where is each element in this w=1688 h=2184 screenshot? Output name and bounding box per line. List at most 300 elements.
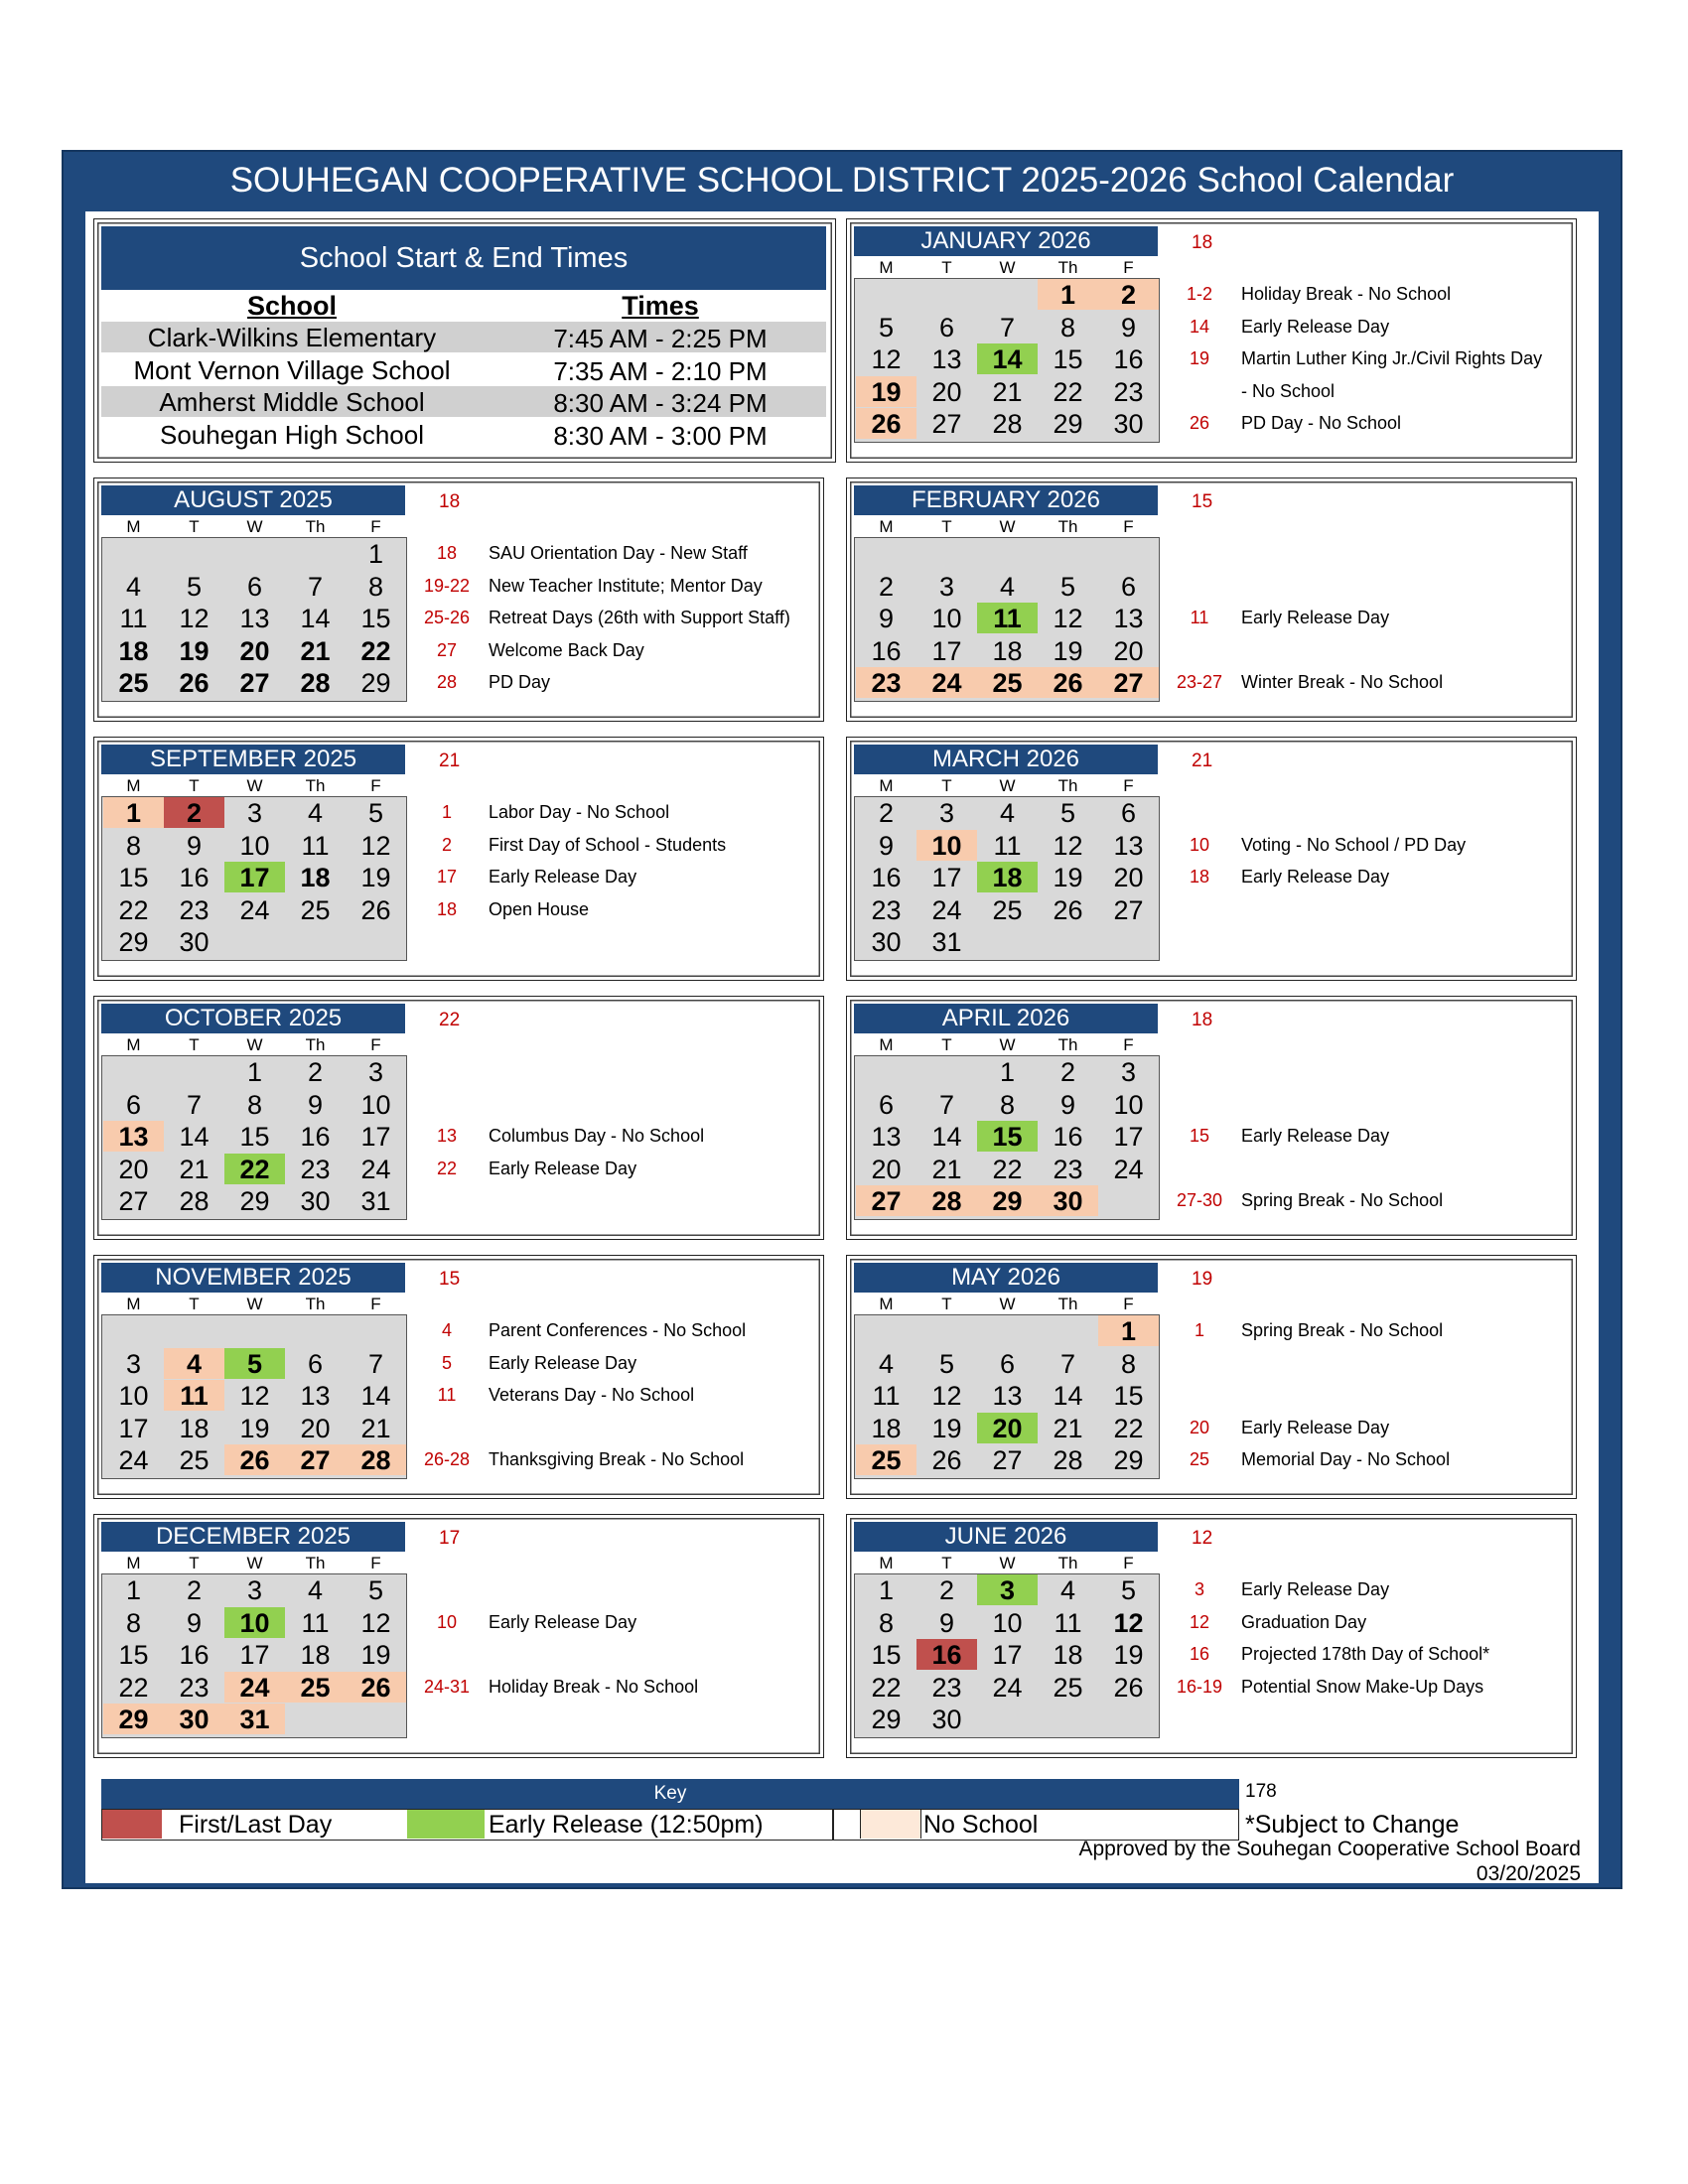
event-date: 12 [1189, 1611, 1210, 1632]
calendar-day: 6 [307, 1348, 324, 1379]
calendar-day: 29 [239, 1186, 270, 1216]
calendar-day: 22 [1113, 1413, 1144, 1443]
calendar-day: 4 [999, 571, 1016, 602]
calendar-day: 10 [916, 830, 977, 861]
calendar-day: 26 [1038, 667, 1098, 698]
calendar-day: 19 [360, 863, 391, 892]
calendar-day: 10 [931, 604, 962, 633]
calendar-day: 26 [179, 668, 210, 698]
event-date: 5 [441, 1352, 452, 1373]
calendar-day: 18 [871, 1413, 902, 1443]
calendar-day: 24 [360, 1154, 391, 1184]
month-title: AUGUST 2025 [101, 485, 405, 515]
key-swatch-early [407, 1810, 485, 1839]
calendar-day: 24 [931, 894, 962, 925]
calendar-day: 14 [931, 1122, 962, 1152]
calendar-day: 23 [931, 1672, 962, 1703]
month-title: MARCH 2026 [854, 745, 1158, 774]
calendar-day: 29 [977, 1185, 1038, 1216]
calendar-day: 23 [179, 894, 210, 925]
calendar-day: 1 [1098, 1315, 1159, 1346]
event-date: 16 [1189, 1644, 1210, 1664]
event-description: Potential Snow Make-Up Days [1241, 1676, 1484, 1697]
calendar-day: 26 [1053, 894, 1083, 925]
day-header: M [126, 517, 141, 536]
event-date: 22 [436, 1158, 458, 1178]
calendar-day: 19 [856, 376, 916, 407]
day-header: F [1123, 517, 1134, 536]
calendar-day: 26 [346, 1672, 406, 1703]
event-description: SAU Orientation Day - New Staff [489, 543, 748, 563]
day-header: W [246, 1554, 263, 1572]
calendar-day: 5 [1059, 798, 1076, 828]
event-date: 14 [1189, 316, 1210, 337]
calendar-day: 24 [239, 894, 270, 925]
event-description: Early Release Day [1241, 1126, 1390, 1146]
calendar-day: 6 [125, 1089, 142, 1120]
calendar-day: 1 [246, 1057, 263, 1087]
calendar-day: 19 [360, 1640, 391, 1670]
calendar-day: 13 [871, 1122, 902, 1152]
calendar-day: 28 [1053, 1445, 1083, 1475]
calendar-day: 23 [1053, 1154, 1083, 1184]
calendar-day: 7 [307, 571, 324, 602]
event-description: Early Release Day [1241, 1579, 1390, 1599]
calendar-day: 9 [307, 1089, 324, 1120]
event-description: First Day of School - Students [489, 834, 727, 855]
calendar-day: 2 [1059, 1057, 1076, 1087]
calendar-day: 30 [1038, 1185, 1098, 1216]
day-header: T [189, 517, 200, 536]
event-description: Early Release Day [1241, 1417, 1390, 1437]
school-days-count: 17 [439, 1528, 461, 1549]
calendar-day: 9 [938, 1607, 955, 1638]
day-header: Th [305, 1554, 326, 1572]
day-header: F [1123, 258, 1134, 277]
event-date: 26-28 [423, 1449, 471, 1469]
calendar-day: 26 [931, 1445, 962, 1475]
calendar-day: 22 [224, 1154, 285, 1184]
calendar-day: 6 [1120, 798, 1137, 828]
calendar-day: 20 [239, 635, 270, 666]
calendar-day: 21 [1053, 1413, 1083, 1443]
event-date: 25-26 [423, 608, 471, 627]
month-title: JUNE 2026 [854, 1522, 1158, 1552]
calendar-day: 4 [999, 798, 1016, 828]
calendar-day: 27 [931, 409, 962, 439]
col-header-school: School [246, 291, 337, 321]
calendar-day: 26 [856, 408, 916, 439]
day-header: T [189, 776, 200, 795]
calendar-day: 17 [224, 862, 285, 892]
event-description: Parent Conferences - No School [489, 1320, 747, 1340]
calendar-day: 14 [300, 604, 331, 633]
calendar-day: 11 [977, 603, 1038, 633]
calendar-day: 5 [224, 1348, 285, 1379]
key-label-no-school: No School [923, 1811, 1039, 1839]
month-title: FEBRUARY 2026 [854, 485, 1158, 515]
calendar-day: 19 [931, 1413, 962, 1443]
calendar-day: 26 [1113, 1672, 1144, 1703]
calendar-day: 2 [938, 1575, 955, 1605]
calendar-day: 29 [118, 927, 149, 957]
day-header: Th [1057, 517, 1078, 536]
calendar-day: 11 [872, 1381, 901, 1411]
calendar-day: 9 [186, 830, 203, 861]
calendar-day: 22 [118, 894, 149, 925]
calendar-day: 30 [931, 1705, 962, 1734]
day-header: W [999, 1295, 1016, 1313]
calendar-day: 15 [871, 1640, 902, 1670]
calendar-day: 1 [1038, 279, 1098, 310]
event-description: Voting - No School / PD Day [1241, 834, 1467, 855]
calendar-day: 8 [367, 571, 384, 602]
calendar-day: 25 [856, 1444, 916, 1475]
calendar-day: 13 [103, 1121, 164, 1152]
day-header: T [941, 1554, 952, 1572]
event-date: 16-19 [1176, 1676, 1223, 1697]
calendar-day: 4 [164, 1348, 224, 1379]
calendar-day: 23 [871, 894, 902, 925]
calendar-day: 1 [367, 539, 384, 569]
calendar-day: 22 [360, 635, 391, 666]
event-date: 24-31 [423, 1676, 471, 1697]
key-swatch-no-school [860, 1810, 921, 1839]
calendar-day: 29 [103, 1704, 164, 1734]
day-header: F [1123, 776, 1134, 795]
calendar-day: 7 [367, 1348, 384, 1379]
calendar-day: 14 [179, 1122, 210, 1152]
calendar-day: 9 [186, 1607, 203, 1638]
calendar-day: 5 [1059, 571, 1076, 602]
school-times: 7:45 AM - 2:25 PM [553, 324, 768, 353]
event-date: 19 [1189, 348, 1210, 368]
calendar-day: 22 [1053, 376, 1083, 407]
event-description: Early Release Day [1241, 867, 1390, 887]
calendar-day: 2 [186, 1575, 203, 1605]
calendar-day: 20 [1113, 863, 1144, 892]
event-date: 11 [1190, 608, 1209, 627]
school-days-count: 15 [1192, 491, 1213, 512]
day-header: W [999, 1035, 1016, 1054]
calendar-day: 9 [878, 604, 895, 633]
calendar-day: 12 [360, 830, 391, 861]
calendar-day: 21 [360, 1413, 391, 1443]
calendar-day: 8 [125, 1607, 142, 1638]
calendar-day: 26 [224, 1444, 285, 1475]
approval-date: 03/20/2025 [1476, 1862, 1581, 1885]
calendar-day: 7 [999, 312, 1016, 342]
calendar-day: 8 [125, 830, 142, 861]
month-title: APRIL 2026 [854, 1004, 1158, 1033]
day-header: W [246, 776, 263, 795]
event-description: Early Release Day [489, 867, 637, 887]
calendar-day: 12 [239, 1381, 270, 1411]
calendar-day: 21 [179, 1154, 210, 1184]
approved-by: Approved by the Souhegan Cooperative School Board [1078, 1838, 1581, 1860]
key-label-early: Early Release (12:50pm) [489, 1811, 764, 1839]
calendar-day: 17 [1113, 1122, 1144, 1152]
school-name: Souhegan High School [160, 419, 424, 450]
calendar-day: 8 [999, 1089, 1016, 1120]
calendar-day: 15 [239, 1122, 270, 1152]
day-header: Th [1057, 258, 1078, 277]
calendar-day: 25 [118, 668, 149, 698]
calendar-day: 12 [179, 604, 210, 633]
calendar-day: 13 [300, 1381, 331, 1411]
calendar-day: 10 [118, 1381, 149, 1411]
calendar-day: 20 [931, 376, 962, 407]
event-date: 27 [436, 639, 458, 660]
event-description: PD Day [489, 672, 551, 692]
event-date: 1-2 [1186, 284, 1212, 304]
month-title: DECEMBER 2025 [101, 1522, 405, 1552]
day-header: F [1123, 1035, 1134, 1054]
school-name: Clark-Wilkins Elementary [147, 323, 437, 352]
event-description: Holiday Break - No School [1241, 284, 1452, 304]
calendar-day: 16 [871, 863, 902, 892]
calendar-day: 20 [300, 1413, 331, 1443]
calendar-day: 16 [871, 635, 902, 666]
calendar-day: 27 [118, 1186, 149, 1216]
calendar-day: 3 [1120, 1057, 1137, 1087]
day-header: M [126, 1295, 141, 1313]
event-date: 18 [436, 543, 458, 563]
day-header: M [126, 1554, 141, 1572]
calendar-day: 3 [367, 1057, 384, 1087]
event-date: 18 [1189, 867, 1210, 887]
calendar-day: 15 [360, 604, 391, 633]
calendar-day: 18 [300, 1640, 331, 1670]
event-description: Spring Break - No School [1241, 1320, 1444, 1340]
calendar-day: 8 [878, 1607, 895, 1638]
calendar-day: 12 [360, 1607, 391, 1638]
calendar-day: 10 [360, 1089, 391, 1120]
event-date: 10 [436, 1611, 458, 1632]
calendar-day: 18 [300, 863, 331, 892]
day-header: F [1123, 1554, 1134, 1572]
calendar-day: 27 [1098, 667, 1159, 698]
subject-to-change: *Subject to Change [1245, 1811, 1460, 1839]
event-description: - No School [1241, 380, 1336, 401]
day-header: T [189, 1035, 200, 1054]
day-header: F [370, 776, 381, 795]
calendar-day: 1 [103, 797, 164, 828]
calendar-day: 30 [164, 1704, 224, 1734]
calendar-day: 1 [125, 1575, 142, 1605]
calendar-day: 25 [977, 667, 1038, 698]
month-title: NOVEMBER 2025 [101, 1263, 405, 1293]
event-description: Holiday Break - No School [489, 1676, 699, 1697]
calendar-day: 17 [931, 863, 962, 892]
calendar-day: 28 [916, 1185, 977, 1216]
calendar-day: 5 [938, 1348, 955, 1379]
calendar-day: 6 [878, 1089, 895, 1120]
school-days-count: 18 [439, 491, 461, 512]
calendar-day: 22 [992, 1154, 1023, 1184]
calendar-day: 21 [931, 1154, 962, 1184]
day-header: T [941, 258, 952, 277]
calendar-day: 29 [1113, 1445, 1144, 1475]
day-header: M [879, 517, 894, 536]
calendar-day: 10 [239, 830, 270, 861]
event-description: Welcome Back Day [489, 639, 644, 660]
event-description: Martin Luther King Jr./Civil Rights Day [1241, 348, 1543, 368]
event-description: Columbus Day - No School [489, 1126, 705, 1146]
day-header: M [126, 776, 141, 795]
calendar-day: 13 [239, 604, 270, 633]
calendar-day: 27 [856, 1185, 916, 1216]
calendar-day: 25 [285, 1672, 346, 1703]
calendar-day: 19 [1053, 635, 1083, 666]
calendar-day: 31 [360, 1186, 391, 1216]
event-date: 18 [436, 898, 458, 919]
month-title: JANUARY 2026 [854, 226, 1158, 256]
calendar-day: 12 [931, 1381, 962, 1411]
calendar-day: 14 [977, 343, 1038, 374]
calendar-day: 17 [360, 1122, 391, 1152]
calendar-day: 31 [224, 1704, 285, 1734]
calendar-day: 23 [1113, 376, 1144, 407]
day-header: Th [305, 517, 326, 536]
event-date: 2 [441, 834, 452, 855]
calendar-day: 9 [1059, 1089, 1076, 1120]
day-header: W [999, 517, 1016, 536]
calendar-day: 19 [1113, 1640, 1144, 1670]
calendar-day: 11 [301, 830, 330, 861]
calendar-day: 3 [125, 1348, 142, 1379]
calendar-day: 30 [871, 927, 902, 957]
day-header: M [879, 1554, 894, 1572]
day-header: W [999, 1554, 1016, 1572]
school-times: 7:35 AM - 2:10 PM [553, 355, 768, 386]
calendar-day: 5 [186, 571, 203, 602]
calendar-day: 29 [360, 668, 391, 698]
event-description: Open House [489, 898, 590, 919]
calendar-day: 3 [977, 1574, 1038, 1605]
calendar-day: 6 [246, 571, 263, 602]
calendar-day: 21 [300, 635, 331, 666]
calendar-day: 2 [164, 797, 224, 828]
calendar-day: 1 [878, 1575, 895, 1605]
calendar-day: 15 [118, 863, 149, 892]
calendar-day: 7 [186, 1089, 203, 1120]
event-date: 23-27 [1176, 672, 1223, 692]
calendar-day: 10 [1113, 1089, 1144, 1120]
calendar-day: 16 [1053, 1122, 1083, 1152]
calendar-day: 23 [300, 1154, 331, 1184]
event-description: Thanksgiving Break - No School [489, 1449, 745, 1469]
event-description: Winter Break - No School [1241, 672, 1444, 692]
calendar-day: 15 [977, 1121, 1038, 1152]
calendar-day: 17 [239, 1640, 270, 1670]
calendar-day: 1 [999, 1057, 1016, 1087]
calendar-day: 19 [179, 635, 210, 666]
month-title: MAY 2026 [854, 1263, 1158, 1293]
day-header: W [246, 1035, 263, 1054]
calendar-day: 21 [992, 376, 1023, 407]
calendar-day: 5 [878, 312, 895, 342]
day-header: F [1123, 1295, 1134, 1313]
calendar-day: 25 [300, 894, 331, 925]
day-header: W [246, 517, 263, 536]
calendar-day: 20 [871, 1154, 902, 1184]
calendar-day: 20 [977, 1413, 1038, 1443]
day-header: W [999, 258, 1016, 277]
calendar-day: 18 [977, 862, 1038, 892]
event-description: Early Release Day [489, 1352, 637, 1373]
day-header: Th [305, 1295, 326, 1313]
school-days-count: 18 [1192, 232, 1213, 253]
calendar-day: 3 [938, 571, 955, 602]
calendar-day: 14 [360, 1381, 391, 1411]
day-header: T [941, 1035, 952, 1054]
calendar-day: 28 [992, 409, 1023, 439]
calendar-day: 8 [246, 1089, 263, 1120]
day-header: W [246, 1295, 263, 1313]
calendar-day: 6 [1120, 571, 1137, 602]
event-description: Early Release Day [489, 1611, 637, 1632]
event-description: PD Day - No School [1241, 413, 1402, 433]
key-label-first-last: First/Last Day [179, 1811, 333, 1839]
calendar-day: 25 [179, 1445, 210, 1475]
school-days-count: 18 [1192, 1010, 1213, 1030]
calendar-day: 12 [1053, 604, 1083, 633]
event-description: Projected 178th Day of School* [1241, 1644, 1490, 1664]
day-header: F [370, 1554, 381, 1572]
school-name: Amherst Middle School [159, 387, 425, 417]
calendar-day: 4 [1059, 1575, 1076, 1605]
school-days-count: 15 [439, 1269, 461, 1290]
event-description: New Teacher Institute; Mentor Day [489, 575, 763, 596]
calendar-day: 26 [360, 894, 391, 925]
event-description: Veterans Day - No School [489, 1385, 695, 1405]
calendar-day: 29 [1053, 409, 1083, 439]
day-header: M [879, 1035, 894, 1054]
event-date: 11 [437, 1385, 457, 1405]
calendar-day: 10 [992, 1607, 1023, 1638]
calendar-day: 24 [1113, 1154, 1144, 1184]
calendar-day: 2 [878, 798, 895, 828]
calendar-day: 27 [239, 668, 270, 698]
calendar-day: 16 [179, 1640, 210, 1670]
event-date: 1 [441, 802, 452, 822]
event-description: Spring Break - No School [1241, 1190, 1444, 1210]
calendar-day: 17 [118, 1413, 149, 1443]
calendar-day: 29 [871, 1705, 902, 1734]
event-date: 3 [1194, 1579, 1204, 1599]
calendar-day: 19 [239, 1413, 270, 1443]
event-description: Retreat Days (26th with Support Staff) [489, 608, 790, 627]
calendar-day: 16 [916, 1639, 977, 1670]
event-date: 28 [436, 672, 458, 692]
calendar-day: 27 [285, 1444, 346, 1475]
event-date: 13 [436, 1126, 458, 1146]
key-divider [832, 1809, 834, 1840]
day-header: Th [305, 1035, 326, 1054]
calendar-day: 25 [992, 894, 1023, 925]
event-date: 4 [441, 1320, 452, 1340]
day-header: M [879, 258, 894, 277]
calendar-day: 3 [938, 798, 955, 828]
event-date: 26 [1189, 413, 1210, 433]
calendar-day: 30 [1113, 409, 1144, 439]
calendar-day: 4 [307, 798, 324, 828]
calendar-day: 28 [300, 668, 331, 698]
calendar-day: 16 [1113, 344, 1144, 374]
calendar-day: 6 [999, 1348, 1016, 1379]
calendar-day: 15 [118, 1640, 149, 1670]
